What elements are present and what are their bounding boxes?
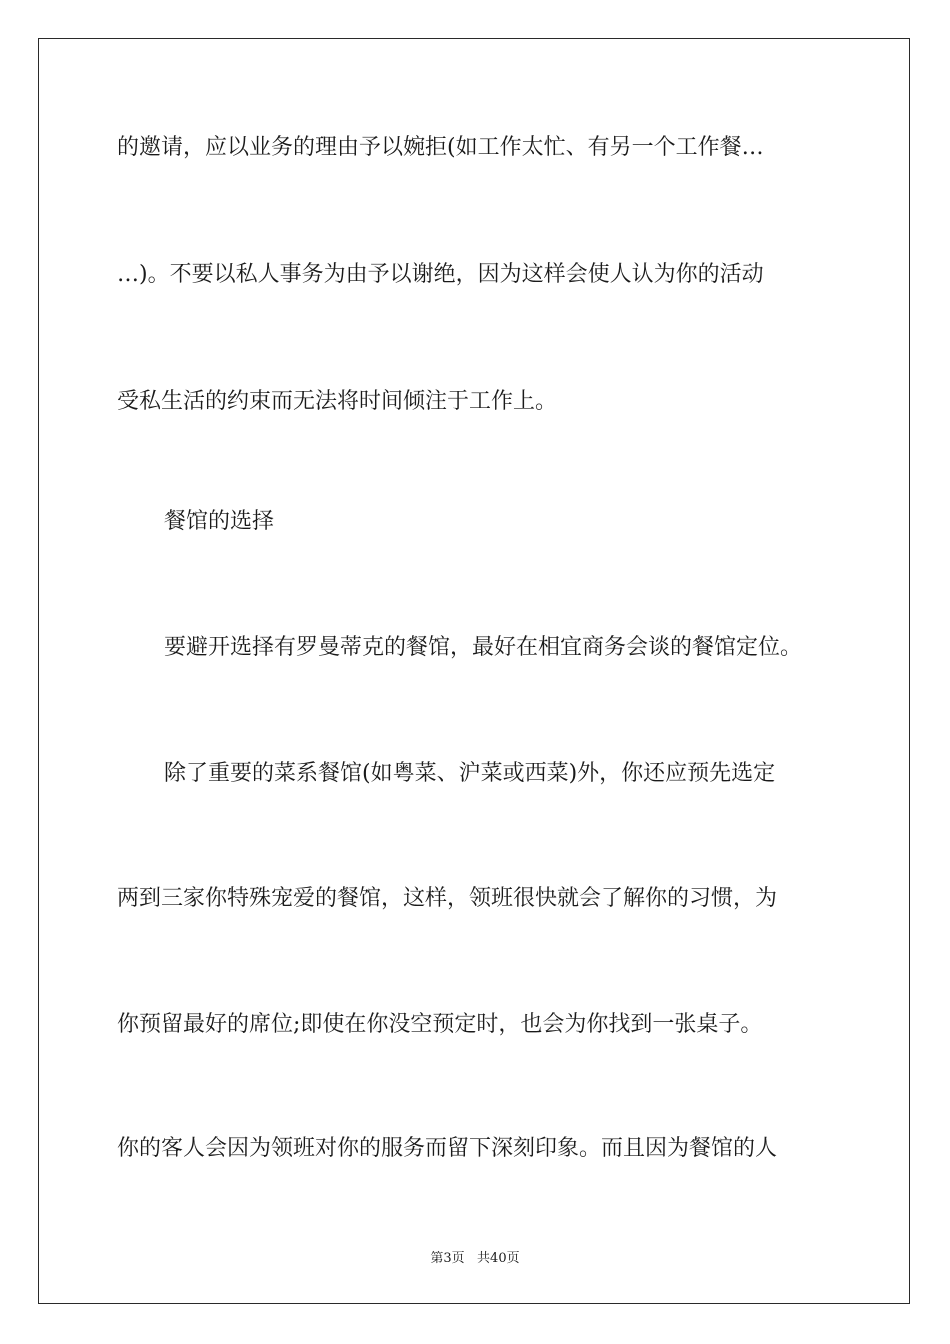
text-line-6: 除了重要的菜系餐馆(如粤菜、沪菜或西菜)外，你还应预先选定: [164, 761, 776, 786]
text-line-8: 你预留最好的席位;即使在你没空预定时，也会为你找到一张桌子。: [117, 1012, 763, 1037]
text-line-1: 的邀请，应以业务的理由予以婉拒(如工作太忙、有另一个工作餐…: [117, 135, 764, 160]
text-line-5: 要避开选择有罗曼蒂克的餐馆，最好在相宜商务会谈的餐馆定位。: [164, 635, 803, 660]
text-line-3: 受私生活的约束而无法将时间倾注于工作上。: [117, 389, 558, 414]
text-line-7: 两到三家你特殊宠爱的餐馆，这样，领班很快就会了解你的习惯，为: [117, 886, 778, 911]
section-heading: 餐馆的选择: [164, 509, 275, 534]
page-footer: 第3页 共40页: [430, 1251, 520, 1266]
text-line-2: …)。不要以私人事务为由予以谢绝，因为这样会使人认为你的活动: [117, 262, 764, 287]
page-border: [38, 38, 910, 1304]
text-line-9: 你的客人会因为领班对你的服务而留下深刻印象。而且因为餐馆的人: [117, 1136, 778, 1161]
